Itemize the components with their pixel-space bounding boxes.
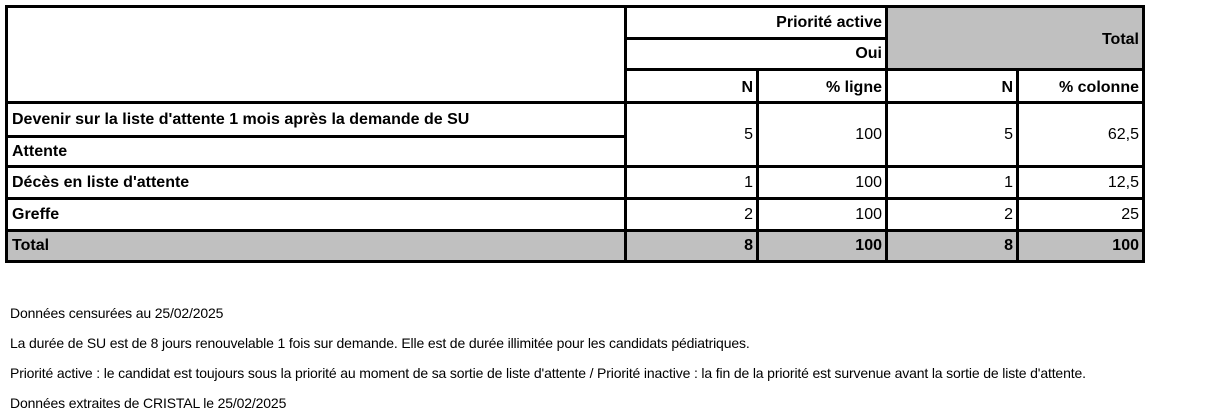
row-group-label [8,104,624,135]
cell-attente-n-total-value: 5 [1004,125,1013,143]
note-priorite: Priorité active : le candidat est toujours sous la priorité au moment de sa sortie de liste d'attente / Priorité inactive : la fin de la priorité est survenue avant la sortie de liste d'attente. [10,365,1086,381]
cell-deces-n-total-value: 1 [1004,173,1013,191]
row-label-attente [8,138,624,165]
grid-line [8,135,624,138]
priority-group-header [627,8,885,37]
column-header-pct-colonne [1019,74,1142,101]
priority-value-label: Oui [855,45,882,62]
grid-line [627,68,1142,71]
column-header-pct-ligne [759,74,885,101]
cell-attente-n-value: 5 [744,125,753,143]
row-label-deces [8,168,624,197]
cell-greffe-n [627,200,756,229]
cell-greffe-n-total-value: 2 [1004,205,1013,223]
results-table [5,5,1145,263]
cell-greffe-n-value: 2 [744,205,753,223]
grid-line [8,101,1142,104]
column-header-n-total [888,74,1016,101]
cell-attente-pct-ligne [759,104,885,165]
total-row-n-total [888,232,1016,260]
total-row-pct-colonne-value: 100 [1112,237,1139,254]
note-extraction: Données extraites de CRISTAL le 25/02/2025 [10,395,287,411]
cell-greffe-pct-colonne-value: 25 [1121,205,1139,223]
footnotes [10,298,1086,418]
grid-line [8,165,1142,168]
grid-line [885,8,888,260]
column-header-n [627,74,756,101]
cell-attente-pct-colonne [1019,104,1142,165]
priority-group-label: Priorité active [776,13,882,31]
grid-line [627,37,885,40]
column-header-n-label: N [741,78,753,96]
row-label-attente-text: Attente [12,142,68,160]
cell-deces-pct-colonne [1019,168,1142,197]
cell-deces-pct-colonne-value: 12,5 [1107,173,1139,191]
cell-greffe-pct-ligne [759,200,885,229]
column-header-n-total-label: N [1001,78,1013,96]
grid-line [8,197,1142,200]
cell-greffe-n-total [888,200,1016,229]
total-row-pct-ligne-value: 100 [855,237,882,254]
cell-deces-pct-ligne [759,168,885,197]
total-row-n-value: 8 [744,237,753,254]
note-duree-su: La durée de SU est de 8 jours renouvelable 1 fois sur demande. Elle est de durée illimitée pour les candidats pédiatriques. [10,335,750,351]
cell-attente-pct-ligne-value: 100 [855,125,882,143]
grid-line [624,8,627,260]
total-row-pct-ligne [759,232,885,260]
cell-attente-n-total [888,104,1016,165]
row-label-greffe-text: Greffe [12,205,60,223]
total-row-label-text: Total [12,237,50,254]
grid-line [8,229,1142,232]
column-header-pct-ligne-label: % ligne [825,78,882,96]
total-header [888,8,1142,71]
total-row-n-total-value: 8 [1004,237,1013,254]
row-label-deces-text: Décès en liste d'attente [12,173,190,191]
cell-greffe-pct-colonne [1019,200,1142,229]
total-header-label: Total [1101,30,1139,48]
note-censure: Données censurées au 25/02/2025 [10,305,224,321]
column-header-pct-colonne-label: % colonne [1058,78,1139,96]
total-row-pct-colonne [1019,232,1142,260]
cell-deces-n-value: 1 [744,173,753,191]
cell-greffe-pct-ligne-value: 100 [855,205,882,223]
total-row-n [627,232,756,260]
cell-deces-n [627,168,756,197]
cell-attente-n [627,104,756,165]
cell-deces-pct-ligne-value: 100 [855,173,882,191]
row-group-label-text: Devenir sur la liste d'attente 1 mois après la demande de SU [12,110,470,128]
cell-attente-pct-colonne-value: 62,5 [1107,125,1139,143]
priority-value-header [627,40,885,68]
cell-deces-n-total [888,168,1016,197]
total-row-label [8,232,624,260]
row-label-greffe [8,200,624,229]
